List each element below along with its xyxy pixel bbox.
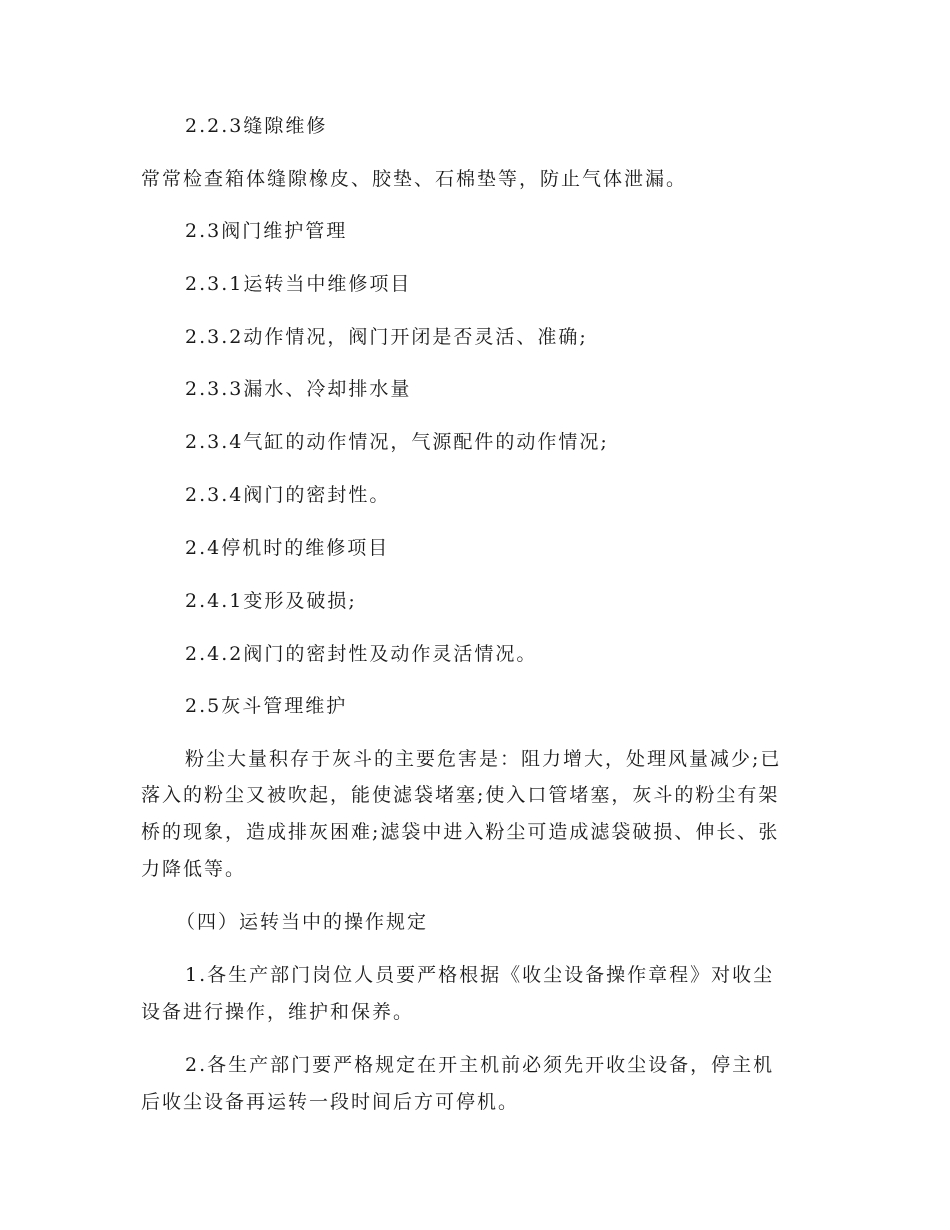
item-2-3-1: 2.3.1运转当中维修项目 <box>185 273 412 295</box>
paragraph-line: 1.各生产部门岗位人员要严格根据《收尘设备操作章程》对收尘 <box>185 964 775 986</box>
heading-2-4: 2.4停机时的维修项目 <box>185 537 390 559</box>
paragraph-line: 2.各生产部门要严格规定在开主机前必须先开收尘设备，停主机 <box>185 1054 775 1076</box>
paragraph-line: 常常检查箱体缝隙橡皮、胶垫、石棉垫等，防止气体泄漏。 <box>141 168 688 190</box>
paragraph-line: 力降低等。 <box>141 858 247 880</box>
paragraph-line: 后收尘设备再运转一段时间后方可停机。 <box>141 1091 520 1113</box>
item-2-4-2: 2.4.2阀门的密封性及动作灵活情况。 <box>185 643 538 665</box>
paragraph-line: 桥的现象，造成排灰困难;滤袋中进入粉尘可造成滤袋破损、伸长、张 <box>141 821 780 843</box>
item-2-3-3: 2.3.3漏水、冷却排水量 <box>185 378 412 400</box>
heading-2-3: 2.3阀门维护管理 <box>185 220 348 242</box>
item-2-4-1: 2.4.1变形及破损; <box>185 590 357 612</box>
paragraph-line: 粉尘大量积存于灰斗的主要危害是：阻力增大，处理风量减少;已 <box>185 748 782 770</box>
section-heading-4: （四）运转当中的操作规定 <box>176 911 429 933</box>
item-2-3-4a: 2.3.4气缸的动作情况，气源配件的动作情况; <box>185 431 609 453</box>
heading-2-5: 2.5灰斗管理维护 <box>185 695 348 717</box>
heading-2-2-3: 2.2.3缝隙维修 <box>185 115 328 137</box>
paragraph-line: 落入的粉尘又被吹起，能使滤袋堵塞;使入口管堵塞，灰斗的粉尘有架 <box>141 784 780 806</box>
item-2-3-4b: 2.3.4阀门的密封性。 <box>185 484 391 506</box>
paragraph-line: 设备进行操作，维护和保养。 <box>141 1001 415 1023</box>
item-2-3-2: 2.3.2动作情况，阀门开闭是否灵活、准确; <box>185 326 588 348</box>
